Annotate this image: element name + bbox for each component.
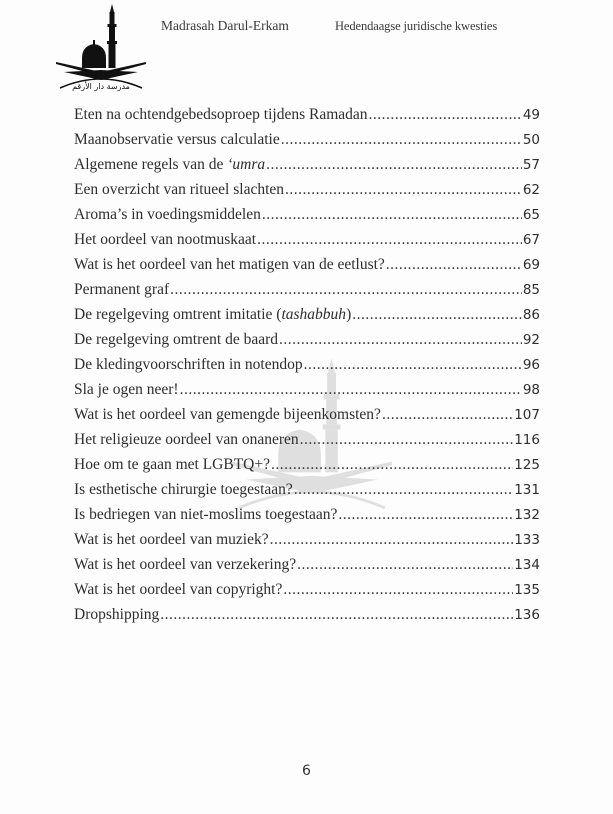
toc-entry-title: Een overzicht van ritueel slachten <box>74 181 285 198</box>
toc-entry-title: Dropshipping <box>74 606 160 623</box>
toc-entry-page: 49 <box>522 107 540 123</box>
toc-entry[interactable] <box>74 602 540 627</box>
header-institution: Madrasah Darul-Erkam <box>161 18 289 33</box>
table-of-contents <box>74 102 540 627</box>
dot-leader <box>160 602 513 627</box>
toc-entry-page: 132 <box>514 507 540 523</box>
toc-entry[interactable] <box>74 327 540 352</box>
dot-leader <box>352 302 522 327</box>
toc-entry-page: 134 <box>514 557 540 573</box>
toc-entry-title <box>74 302 351 327</box>
toc-entry-title: Sla je ogen neer! <box>74 381 179 398</box>
toc-entry-title: De regelgeving omtrent de baard <box>74 331 278 348</box>
toc-entry[interactable] <box>74 427 540 452</box>
toc-entry[interactable] <box>74 402 540 427</box>
toc-entry-title: Is esthetische chirurgie toegestaan? <box>74 481 293 498</box>
toc-entry[interactable] <box>74 302 540 327</box>
toc-entry-title: Wat is het oordeel van verzekering? <box>74 556 297 573</box>
dot-leader <box>271 452 513 477</box>
toc-entry-title: Aroma’s in voedingsmiddelen <box>74 206 261 223</box>
dot-leader <box>338 502 513 527</box>
page-number: 6 <box>302 763 311 779</box>
toc-entry[interactable] <box>74 577 540 602</box>
toc-entry-title-italic: ‘umra <box>227 156 266 173</box>
toc-entry-page: 135 <box>514 582 540 598</box>
toc-entry-title-text: De regelgeving omtrent imitatie ( <box>74 306 282 323</box>
toc-entry-page: 107 <box>514 407 540 423</box>
toc-entry[interactable] <box>74 202 540 227</box>
dot-leader <box>279 327 522 352</box>
toc-entry-page: 69 <box>522 257 540 273</box>
toc-entry[interactable] <box>74 502 540 527</box>
toc-entry-title-text: Algemene regels van de <box>74 156 228 173</box>
toc-entry-page: 65 <box>522 207 540 223</box>
dot-leader <box>262 202 522 227</box>
toc-entry-title: Is bedriegen van niet-moslims toegestaan? <box>74 506 338 523</box>
toc-entry-title-text: ) <box>346 306 352 323</box>
dot-leader <box>283 577 513 602</box>
toc-entry-title: Wat is het oordeel van het matigen van de eetlust? <box>74 256 385 273</box>
toc-entry-page: 96 <box>522 357 540 373</box>
toc-entry-page: 136 <box>514 607 540 623</box>
toc-entry-page: 98 <box>522 382 540 398</box>
toc-entry[interactable] <box>74 452 540 477</box>
toc-entry-page: 116 <box>514 432 540 448</box>
dot-leader <box>300 427 514 452</box>
dot-leader <box>294 477 513 502</box>
dot-leader <box>266 152 522 177</box>
toc-entry[interactable] <box>74 277 540 302</box>
toc-entry-title: Het oordeel van nootmuskaat <box>74 231 257 248</box>
header-book-title: Hedendaagse juridische kwesties <box>335 19 498 33</box>
dot-leader <box>386 252 522 277</box>
toc-entry-title: Eten na ochtendgebedsoproep tijdens Ramadan <box>74 106 368 123</box>
toc-entry[interactable] <box>74 352 540 377</box>
dot-leader <box>369 102 522 127</box>
toc-entry[interactable] <box>74 152 540 177</box>
toc-entry-title <box>74 152 265 177</box>
toc-entry-page: 86 <box>522 307 540 323</box>
dot-leader <box>170 277 522 302</box>
dot-leader <box>281 127 522 152</box>
toc-entry-title: Wat is het oordeel van copyright? <box>74 581 283 598</box>
toc-entry-page: 133 <box>514 532 540 548</box>
toc-entry-page: 62 <box>522 182 540 198</box>
toc-entry-title: Wat is het oordeel van muziek? <box>74 531 269 548</box>
dot-leader <box>257 227 522 252</box>
toc-entry-title: Het religieuze oordeel van onaneren <box>74 431 299 448</box>
toc-entry-title: Hoe om te gaan met LGBTQ+? <box>74 456 270 473</box>
logo-arabic-text: مدرسة دار الأرقم <box>72 82 130 91</box>
toc-entry-page: 57 <box>522 157 540 173</box>
toc-entry[interactable] <box>74 552 540 577</box>
toc-entry-page: 125 <box>514 457 540 473</box>
toc-entry[interactable] <box>74 377 540 402</box>
toc-entry[interactable] <box>74 127 540 152</box>
toc-entry-title-italic: tashabbuh <box>281 306 347 323</box>
toc-entry-title: Wat is het oordeel van gemengde bijeenkomsten? <box>74 406 381 423</box>
toc-entry[interactable] <box>74 527 540 552</box>
toc-entry[interactable] <box>74 227 540 252</box>
dot-leader <box>180 377 522 402</box>
toc-entry-page: 67 <box>522 232 540 248</box>
mosque-logo-icon <box>54 2 148 92</box>
toc-entry[interactable] <box>74 177 540 202</box>
toc-entry-title: Permanent graf <box>74 281 170 298</box>
toc-entry[interactable] <box>74 477 540 502</box>
dot-leader <box>304 352 522 377</box>
toc-entry-page: 50 <box>522 132 540 148</box>
toc-entry[interactable] <box>74 252 540 277</box>
toc-entry[interactable] <box>74 102 540 127</box>
dot-leader <box>297 552 513 577</box>
toc-entry-title: Maanobservatie versus calculatie <box>74 131 280 148</box>
dot-leader <box>270 527 514 552</box>
toc-entry-title: De kledingvoorschriften in notendop <box>74 356 303 373</box>
toc-entry-page: 85 <box>522 282 540 298</box>
toc-entry-page: 131 <box>514 482 540 498</box>
dot-leader <box>382 402 513 427</box>
dot-leader <box>285 177 522 202</box>
toc-entry-page: 92 <box>522 332 540 348</box>
